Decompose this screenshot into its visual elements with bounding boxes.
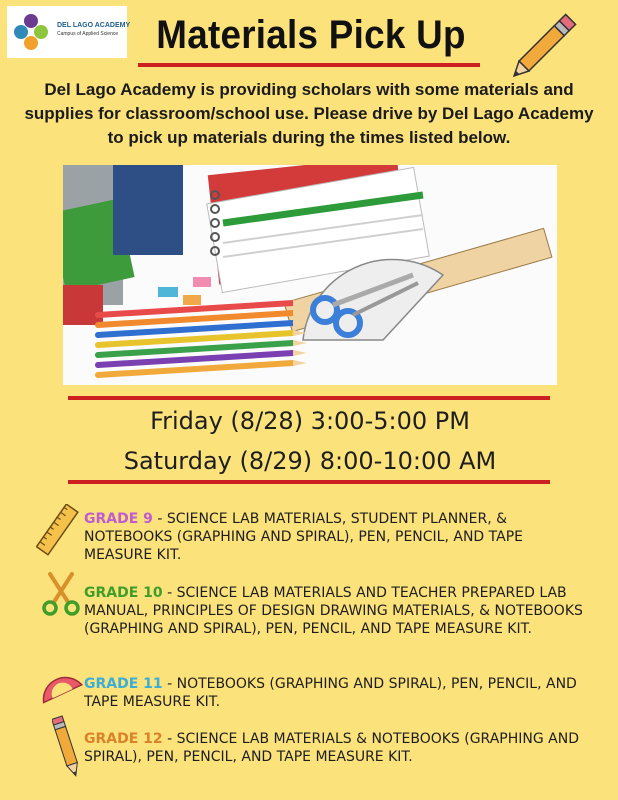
- intro-text: Del Lago Academy is providing scholars with some materials and supplies for classroom/school use. Please drive by Del Lago Academy to pick up materials during the times listed below.: [24, 80, 594, 147]
- schedule-top-rule: [68, 396, 550, 400]
- pencil-icon: [508, 2, 588, 82]
- schedule-saturday: Saturday (8/29) 8:00-10:00 AM: [123, 447, 497, 475]
- logo-mark-icon: [7, 6, 55, 58]
- grade-9-label: GRADE 9: [84, 511, 153, 527]
- scissors-icon: [40, 570, 82, 618]
- grade-9-item: [84, 510, 584, 564]
- pencil-icon: [52, 712, 82, 782]
- grade-9-text: - SCIENCE LAB MATERIALS, STUDENT PLANNER, & NOTEBOOKS (GRAPHING AND SPIRAL), PEN, PENCIL, AND TAPE MEASURE KIT.: [84, 511, 523, 563]
- logo-subtitle: Campus of Applied Science: [57, 31, 119, 37]
- ruler-icon: [36, 504, 80, 556]
- school-supplies-photo: [63, 165, 557, 385]
- grade-12-text: - SCIENCE LAB MATERIALS & NOTEBOOKS (GRAPHING AND SPIRAL), PEN, PENCIL, AND TAPE MEASURE KIT.: [84, 731, 579, 765]
- grade-11-text: - NOTEBOOKS (GRAPHING AND SPIRAL), PEN, PENCIL, AND TAPE MEASURE KIT.: [84, 676, 577, 710]
- grade-10-label: GRADE 10: [84, 585, 163, 601]
- page-title: Materials Pick Up: [156, 13, 466, 57]
- grade-12-item: [84, 730, 584, 766]
- logo: [7, 6, 131, 58]
- grade-11-label: GRADE 11: [84, 676, 163, 692]
- schedule-bottom-rule: [68, 480, 550, 484]
- grade-10-item: [84, 584, 584, 638]
- grade-11-item: [84, 675, 584, 711]
- title-underline: [138, 63, 480, 67]
- schedule-friday: Friday (8/28) 3:00-5:00 PM: [150, 407, 470, 435]
- logo-name: DEL LAGO ACADEMY: [57, 22, 131, 29]
- grade-12-label: GRADE 12: [84, 731, 163, 747]
- grade-10-text: - SCIENCE LAB MATERIALS AND TEACHER PREPARED LAB MANUAL, PRINCIPLES OF DESIGN DRAWING MATERIALS, & NOTEBOOKS (GRAPHING AND SPIRAL), PEN, PENCIL, AND TAPE MEASURE KIT.: [84, 585, 583, 637]
- protractor-icon: [38, 660, 84, 706]
